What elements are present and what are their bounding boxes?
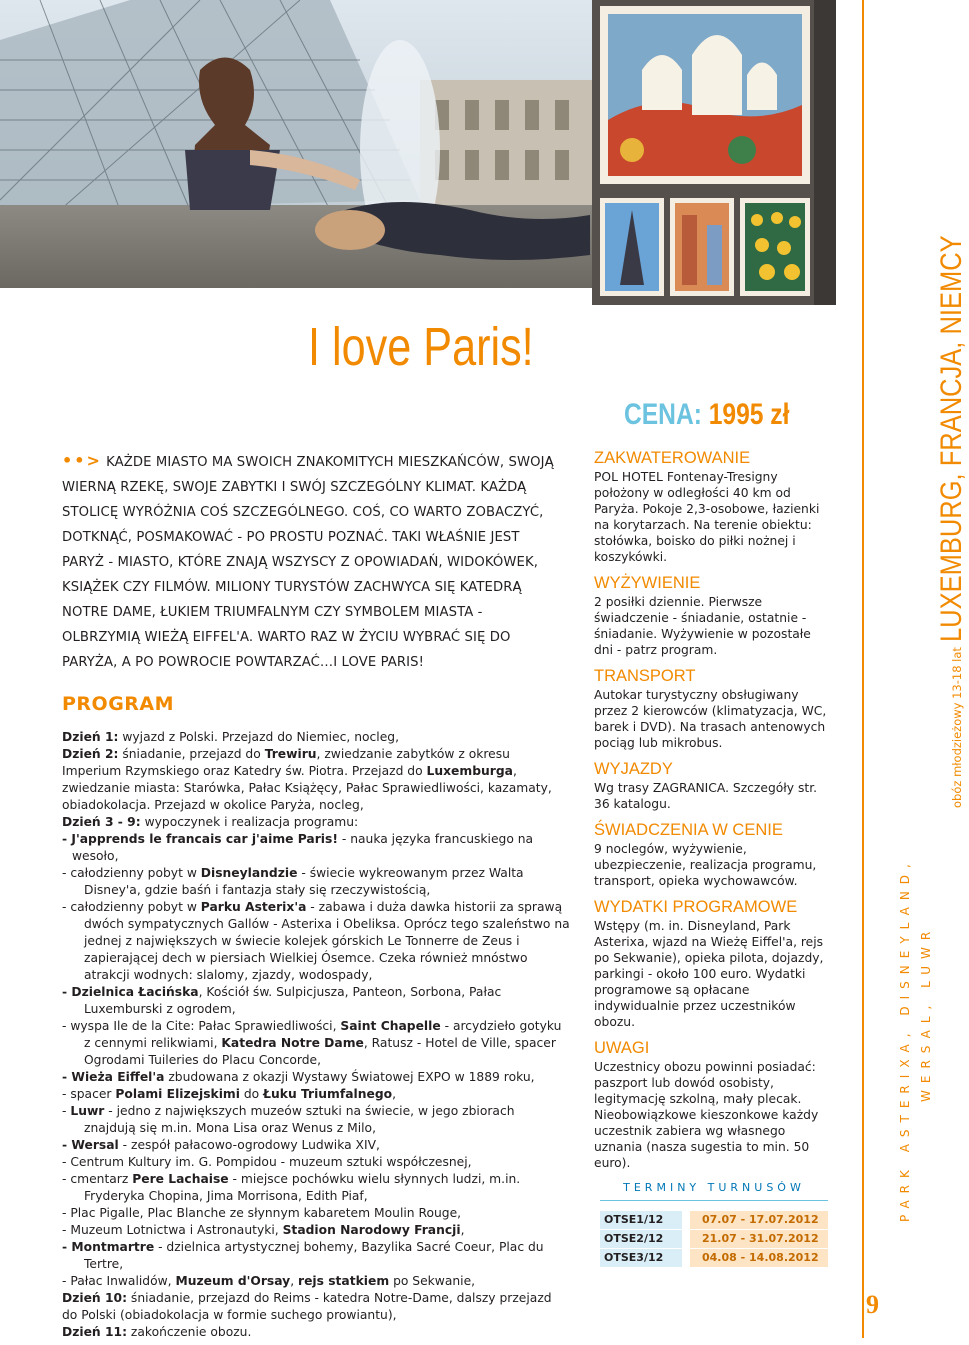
intro-text: KAŻDE MIASTO MA SWOICH ZNAKOMITYCH MIESZKAŃCÓW, SWOJĄ WIERNĄ RZEKĘ, SWOJE ZABYTKI I SWÓJ SZCZEGÓLNY KLIMAT. KAŻDĄ STOLICĘ WYRÓŻNIA COŚ SZCZEGÓLNEGO. COŚ, CO WARTO ZOBACZYĆ, DOTKNĄĆ, POSMAKOWAĆ - PO PROSTU POZNAĆ. TAKI WŁAŚNIE JEST PARYŻ - MIASTO, KTÓRE ZNAJĄ WSZYSCY Z OPOWIADAŃ, WIDOKÓWEK, KSIĄŻEK CZY FILMÓW. MILIONY TURYSTÓW ZACHWYCA SIĘ KATEDRĄ NOTRE DAME, ŁUKIEM TRIUMFALNYM CZY SYMBOLEM MIASTA - OLBRZYMIĄ WIEŻĄ EIFFEL'A. WARTO RAZ W ŻYCIU WYBRAĆ SIĘ DO PARYŻA, A PO POWROCIE POWTARZAĆ…I LOVE PARIS!	[62, 455, 554, 670]
section-included	[594, 820, 832, 889]
side-attractions-line: WERSAL, LUWR	[919, 924, 933, 1102]
page-number: 9	[866, 1290, 879, 1319]
program-item	[62, 1171, 570, 1205]
program-item	[62, 1222, 570, 1239]
term-dates: 21.07 - 31.07.2012	[690, 1230, 828, 1248]
place-name: - Dzielnica Łacińska	[62, 985, 199, 999]
place-name: - Montmartre	[62, 1240, 155, 1254]
place-name: Łuku Triumfalnego	[263, 1087, 393, 1101]
day-label: Dzień 2:	[62, 747, 119, 761]
item-text: - wyspa Ile de la Cite: Pałac Sprawiedliwości,	[62, 1019, 341, 1033]
place-name: Disneylandzie	[200, 866, 298, 880]
section-heading: WYJAZDY	[594, 760, 673, 778]
item-text: ,	[290, 1274, 299, 1288]
item-text: ,	[460, 1223, 465, 1237]
section-departures	[594, 759, 832, 812]
day-text: wypoczynek i realizacja programu:	[140, 815, 359, 829]
price-label: CENA:	[624, 398, 702, 431]
day-label: Dzień 3 - 9:	[62, 815, 141, 829]
program-item	[62, 865, 570, 899]
section-text: Wg trasy ZAGRANICA. Szczegóły str. 36 katalogu.	[594, 781, 818, 811]
photo-paintings	[592, 0, 836, 305]
section-heading: ŚWIADCZENIA W CENIE	[594, 821, 783, 839]
term-row	[600, 1230, 828, 1248]
day-label: Dzień 10:	[62, 1291, 127, 1305]
side-countries: LUXEMBURG, FRANCJA, NIEMCY	[935, 235, 968, 642]
place-name: Trewiru	[264, 747, 317, 761]
section-heading: TRANSPORT	[594, 667, 696, 685]
side-attractions-line: PARK ASTERIXA, DISNEYLAND,	[898, 857, 912, 1222]
place-name: Polami Elizejskimi	[115, 1087, 240, 1101]
side-title	[935, 164, 969, 808]
program-item	[62, 1086, 570, 1103]
term-row	[600, 1211, 828, 1229]
terms-divider	[600, 1200, 828, 1201]
photo-louvre-girls-drawing	[0, 0, 592, 288]
item-text: , Kościół św. Sulpicjusza, Panteon, Sorbona, Pałac Luxemburski z ogrodem,	[84, 985, 502, 1016]
place-name: Stadion Narodowy Francji	[282, 1223, 461, 1237]
item-text: , Ratusz - Hotel de Ville, spacer Ogrodami Tuileries do Placu Concorde,	[84, 1036, 556, 1067]
term-code: OTSE3/12	[600, 1249, 682, 1267]
day-text: zakończenie obozu.	[127, 1325, 252, 1339]
intro-paragraph	[62, 448, 562, 675]
program-day-3-9	[62, 814, 570, 831]
item-text: zbudowana z okazji Wystawy Światowej EXPO w 1889 roku,	[164, 1070, 535, 1084]
section-text: 9 noclegów, wyżywienie, ubezpieczenie, realizacja programu, transport, opieka wychowawców.	[594, 842, 817, 888]
place-name: - J'apprends le francais car j'aime Paris!	[62, 832, 338, 846]
item-text: - spacer	[62, 1087, 116, 1101]
section-notes	[594, 1038, 832, 1171]
section-text: 2 posiłki dziennie. Pierwsze świadczenie - śniadanie, ostatnie - śniadanie. Wyżywienie w pozostałe dni - patrz program.	[594, 595, 811, 657]
term-dates: 07.07 - 17.07.2012	[690, 1211, 828, 1229]
place-name: - Wieża Eiffel'a	[62, 1070, 165, 1084]
item-text: - arcydzieło gotyku z cennymi relikwiami,	[84, 1019, 562, 1050]
term-code: OTSE1/12	[600, 1211, 682, 1229]
item-text: - Plac Pigalle, Plac Blanche ze słynnym kabaretem Moulin Rouge,	[62, 1206, 462, 1220]
section-heading: WYDATKI PROGRAMOWE	[594, 898, 798, 916]
item-text: - cmentarz	[62, 1172, 133, 1186]
section-text: Autokar turystyczny obsługiwany przez 2 kierowców (klimatyzacja, WC, barek i DVD). Na trasach antenowych pociąg lub mikrobus.	[594, 688, 827, 750]
photo-paintings-drawing	[592, 0, 836, 305]
page-title: I love Paris!	[308, 317, 534, 377]
item-text: - jedno z największych muzeów sztuki na świecie, w jego zbiorach znajdują się m.in. Mona Lisa oraz Wenus z Milo,	[84, 1104, 515, 1135]
side-attractions	[895, 857, 937, 1222]
place-name: Saint Chapelle	[340, 1019, 441, 1033]
place-name: - Wersal	[62, 1138, 119, 1152]
section-text: POL HOTEL Fontenay-Tresigny położony w odległości 40 km od Paryża. Pokoje 2,3-osobowe, łazienki na korytarzach. Na terenie obiektu: stołówka, boisko do piłki nożnej i koszykówki.	[594, 470, 820, 564]
section-program-costs	[594, 897, 832, 1030]
photo-louvre-girls	[0, 0, 592, 288]
section-meals	[594, 573, 832, 658]
section-heading: UWAGI	[594, 1039, 650, 1057]
day-text: , zwiedzanie zabytków z okresu Imperium Rzymskiego oraz Katedry św. Piotra. Przejazd do	[62, 747, 510, 778]
item-text: po Sekwanie,	[389, 1274, 476, 1288]
program-item	[62, 1205, 570, 1222]
price-value: 1995 zł	[708, 398, 790, 431]
place-name: Pere Lachaise	[132, 1172, 229, 1186]
program-item	[62, 1069, 570, 1086]
section-text: Wstępy (m. in. Disneyland, Park Asterixa, wjazd na Wieżę Eiffel'a, rejs po Sekwanie), opieka pilota, dojazdy, parkingi - około 100 euro. Wydatki programowe są opłacane indywidualnie przez uczestników obozu.	[594, 919, 824, 1029]
item-text: - całodzienny pobyt w	[62, 866, 201, 880]
program-item	[62, 1018, 570, 1069]
day-text: śniadanie, przejazd do	[118, 747, 265, 761]
item-text: do	[239, 1087, 264, 1101]
day-text: śniadanie, przejazd do Reims - katedra Notre-Dame, dalszy przejazd do Polski (obiadokolacja w formie suchego prowiantu),	[62, 1291, 552, 1322]
item-text: - miejsce pochówku wielu słynnych ludzi, m.in. Fryderyka Chopina, Jima Morrisona, Edith Piaf,	[84, 1172, 521, 1203]
program-body	[62, 729, 570, 1341]
program-item	[62, 831, 570, 865]
item-text: - zabawa i duża dawka historii za sprawą dwóch sympatycznych Gallów - Asterixa i Obeliksa. Oprócz tego szaleństwo na jednej z największych w świecie kolejek górskich Le Tonnerre de Zeus i zapierającej dech w piersiach Wielkiej Ósemce. Czeka również mnóstwo atrakcji wodnych: slalomy, zjazdy, wodospady,	[84, 900, 570, 982]
program-heading: PROGRAM	[62, 693, 175, 715]
item-text: - dzielnica artystycznej bohemy, Bazylika Sacré Coeur, Plac du Tertre,	[84, 1240, 544, 1271]
place-name: rejs statkiem	[298, 1274, 390, 1288]
item-text: - zespół pałacowo-ogrodowy Ludwika XIV,	[118, 1138, 380, 1152]
program-item	[62, 1103, 570, 1137]
program-day-2	[62, 746, 570, 814]
arrow-icon: ••>	[62, 451, 102, 470]
section-accommodation	[594, 448, 832, 565]
place-name: Luxemburga	[426, 764, 513, 778]
day-label: Dzień 11:	[62, 1325, 127, 1339]
term-dates: 04.08 - 14.08.2012	[690, 1249, 828, 1267]
side-age: obóz młodzieżowy 13-18 lat	[950, 647, 964, 808]
place-name: Katedra Notre Dame	[221, 1036, 364, 1050]
item-text: - Muzeum Lotnictwa i Astronautyki,	[62, 1223, 283, 1237]
day-text: , zwiedzanie miasta: Starówka, Pałac Książęcy, Pałac Sprawiedliwości, kazamaty, obiadokolacja. Przejazd w okolice Paryża, nocleg,	[62, 764, 552, 812]
terms-heading: TERMINY TURNUSÓW	[623, 1181, 805, 1194]
day-text: wyjazd z Polski. Przejazd do Niemiec, nocleg,	[118, 730, 399, 744]
term-code: OTSE2/12	[600, 1230, 682, 1248]
item-text: -	[62, 1104, 71, 1118]
item-text: - Pałac Inwalidów,	[62, 1274, 176, 1288]
term-row	[600, 1249, 828, 1267]
item-text: - nauka języka francuskiego na wesoło,	[72, 832, 534, 863]
program-item	[62, 1239, 570, 1273]
info-column	[594, 448, 832, 1179]
program-item	[62, 1137, 570, 1154]
price	[624, 398, 789, 432]
item-text: - świecie wykreowanym przez Walta Disney'a, gdzie baśń i fantazja stały się rzeczywistością,	[84, 866, 524, 897]
section-heading: WYŻYWIENIE	[594, 574, 701, 592]
program-item	[62, 984, 570, 1018]
item-text: - Centrum Kultury im. G. Pompidou - muzeum sztuki współczesnej,	[62, 1155, 472, 1169]
side-rule	[862, 0, 864, 1338]
program-day-1	[62, 729, 570, 746]
place-name: Parku Asterix'a	[200, 900, 307, 914]
item-text: - całodzienny pobyt w	[62, 900, 201, 914]
day-label: Dzień 1:	[62, 730, 119, 744]
section-transport	[594, 666, 832, 751]
program-item	[62, 1273, 570, 1290]
section-heading: ZAKWATEROWANIE	[594, 449, 751, 467]
section-text: Uczestnicy obozu powinni posiadać: paszport lub dowód osobisty, legitymację szkolną, mały plecak. Nieobowiązkowe kieszonkowe każdy uczestnik zabiera wg własnego uznania (nasza sugestia to min. 50 euro).	[594, 1060, 819, 1170]
program-item	[62, 899, 570, 984]
place-name: Muzeum d'Orsay	[175, 1274, 291, 1288]
program-day-10	[62, 1290, 570, 1324]
program-item	[62, 1154, 570, 1171]
place-name: Luwr	[70, 1104, 105, 1118]
item-text: ,	[392, 1087, 397, 1101]
program-day-11	[62, 1324, 570, 1341]
